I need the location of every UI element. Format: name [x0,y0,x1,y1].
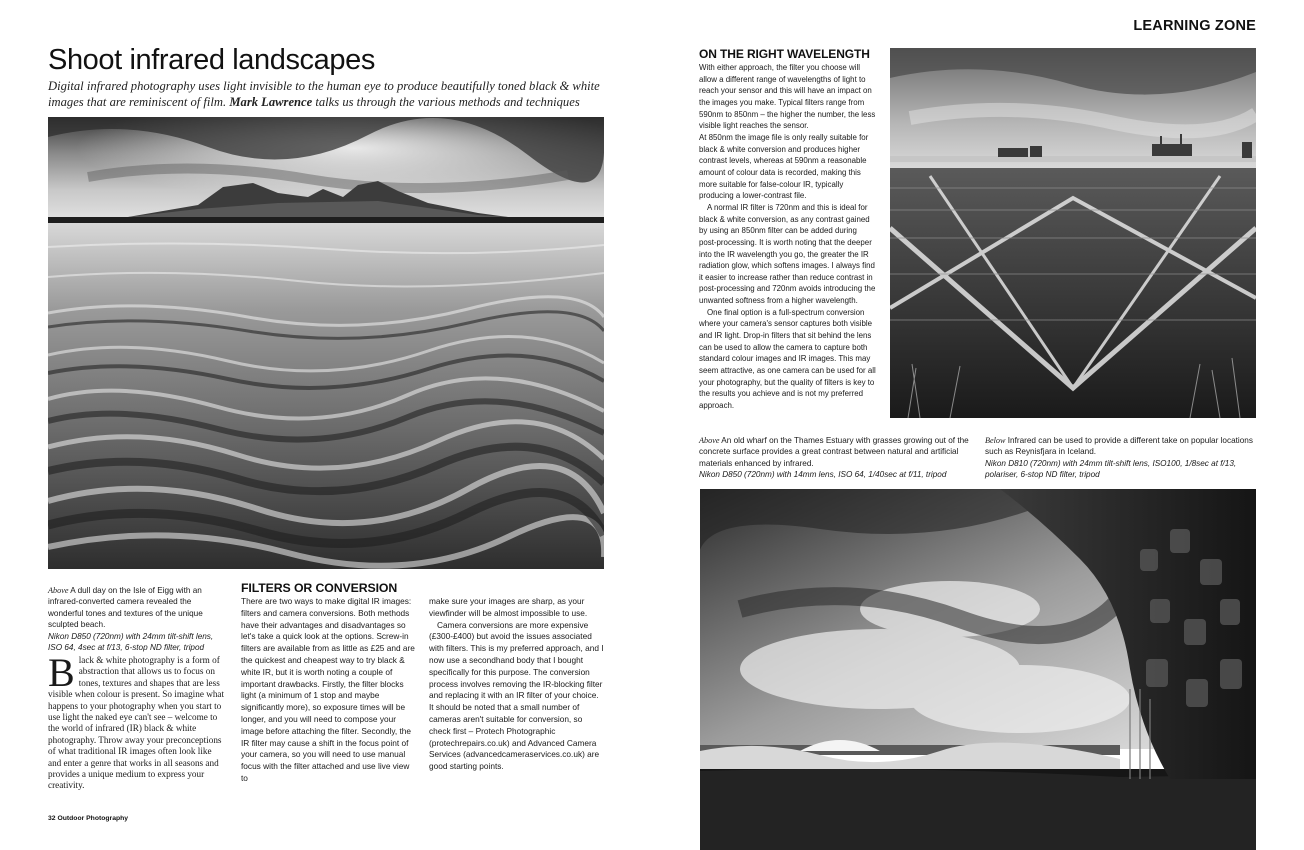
intro-paragraph [48,650,226,792]
page-folio: 32 Outdoor Photography [48,815,129,822]
wavelength-heading: ON THE RIGHT WAVELENGTH [699,47,870,61]
photo-isle-of-eigg [48,117,604,569]
headline: Shoot infrared landscapes [48,44,375,76]
caption-text: Infrared can be used to provide a different take on popular locations such as Reynisfjara in Iceland. [985,436,1253,457]
filters-paragraph: There are two ways to make digital IR images: filters and camera conversions. Both methods have their advantages and disadvantages so let's take a quick look at the options. Screw-in filters are available from as little as £25 and are the quickest and cheapest way to try black & white IR, but it is worth noting a couple of important drawbacks. Firstly, the filter blocks light (a minimum of 1 stop and maybe significantly more), so exposure times will be longer, and you will need to compose your image before attaching the filter. Secondly, the IR filter may cause a shift in the focus point of your camera, so you will need to use manual focus with the filter attached and use live view to [241,596,415,783]
author-name: Mark Lawrence [229,95,313,109]
wavelength-paragraph-3: A normal IR filter is 720nm and this is ideal for black & white conversion, as any contrast gained by using an 850nm filter can be added during post-processing. It is worth noting that the deeper into the IR wavelength you go, the greater the IR radiation glow, which softens images. I always find it easier to increase rather than reduce contrast in post-processing and 720nm avoids introducing the unwanted softness from a higher wavelength. [699,202,876,306]
section-label: LEARNING ZONE [1133,18,1256,34]
caption-lead: Below [985,436,1006,445]
caption-reynisfjara [985,435,1256,481]
caption-thames-wharf [699,435,979,481]
intro-text: lack & white photography is a form of abstraction that allows us to focus on tones, textures and shapes that are less visible when colour is present. So imagine what happens to your photography when you start to use light the naked eye can't see – welcome to the world of infrared (IR) black & white photography. Throw away your preconceptions of what traditional IR images often look like and enter a genre that works in all seasons and provides a unique medium to express your creativity. [48,655,225,791]
caption-text: A dull day on the Isle of Eigg with an infrared-converted camera revealed the wonderful tones and textures of the unique sculpted beach. [48,586,203,630]
conversion-paragraph-1: make sure your images are sharp, as your viewfinder will be almost impossible to use. [429,596,588,618]
caption-text: An old wharf on the Thames Estuary with grasses growing out of the concrete surface provides a great contrast between natural and artificial materials enhanced by infrared. [699,436,969,468]
conversion-paragraph-2: Camera conversions are more expensive (£300-£400) but avoid the issues associated with filters. This is my preferred approach, and I now use a secondhand body that I bought specifically for this purpose. The conversion process involves removing the IR-blocking filter and replacing it with an IR filter of your choice. It should be noted that a small number of cameras aren't suitable for conversion, so check first – Protech Photographic (protechrepairs.co.uk) and Advanced Camera Services (advancedcameraservices.co.uk) are good starting points. [429,619,604,772]
photo-thames-wharf-image [890,48,1256,418]
drop-cap: B [48,650,75,695]
wavelength-paragraph-1: With either approach, the filter you choose will allow a different range of wavelengths of light to reach your sensor and this will have an impact on the images you make. Typical filters range from 590nm to 850nm – the higher the number, the less visible light reaches the sensor. [699,63,876,131]
photo-reynisfjara [700,489,1256,850]
conversion-section [429,596,605,773]
caption-lead: Above [48,586,69,595]
wavelength-paragraph-2: At 850nm the image file is only really suitable for black & white conversion and produces higher contrast levels, whereas at 590nm a reasonable amount of colour data is recorded, making this more suitable for false-colour IR, typically producing a lower-contrast file. [699,132,869,201]
caption-lead: Above [699,436,720,445]
photo-thames-wharf [890,48,1256,418]
filters-section [241,581,417,785]
wavelength-section [699,47,876,412]
photo-isle-of-eigg-image [48,117,604,569]
photo-reynisfjara-image [700,489,1256,850]
caption-isle-of-eigg [48,585,228,653]
filters-heading: FILTERS OR CONVERSION [241,581,398,595]
standfirst-tail: talks us through the various methods and techniques [315,95,580,109]
caption-spec: Nikon D850 (720nm) with 24mm tilt-shift lens, ISO 64, 4sec at f/13, 6-stop ND filter, tripod [48,631,214,653]
wavelength-paragraph-4: One final option is a full-spectrum conversion where your camera's sensor captures both visible and IR light. Drop-in filters that sit behind the lens can be used to allow the camera to capture both standard colour images and IR images. This may seem attractive, as one camera can be used for all your photography, but the quality of filters is key to the results you achieve and is not my preferred approach. [699,307,876,411]
caption-spec: Nikon D810 (720nm) with 24mm tilt-shift lens, ISO100, 1/8sec at f/13, polariser, 6-stop ND filter, tripod [985,458,1237,480]
caption-spec: Nikon D850 (720nm) with 14mm lens, ISO 64, 1/40sec at f/11, tripod [699,470,947,480]
standfirst-text: Digital infrared photography uses light invisible to the human eye to produce beautifully toned black & white images that are reminiscent of film. [48,79,600,109]
standfirst [48,78,618,110]
